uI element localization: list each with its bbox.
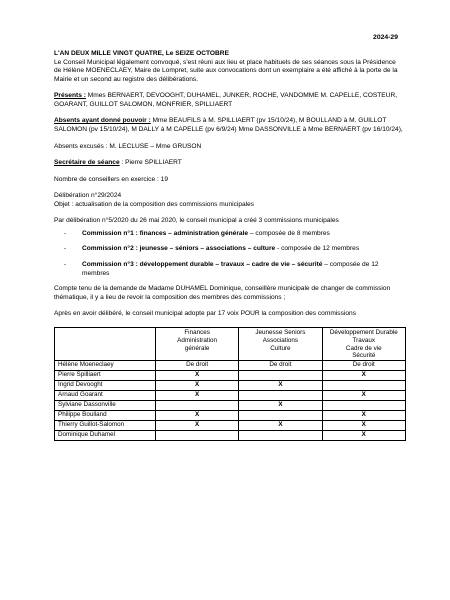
commissions-list xyxy=(54,230,404,278)
list-item xyxy=(54,230,404,239)
document-reference: 2024-29 xyxy=(373,34,398,41)
membership-cell: X xyxy=(322,411,405,421)
table-body xyxy=(55,361,406,441)
member-name-cell: Sylviane Dassonville xyxy=(55,401,156,411)
commission-rest: – composée de 8 membres xyxy=(248,229,330,237)
membership-cell: X xyxy=(239,421,322,431)
table-header-cell: Jeunesse Seniors Associations Culture xyxy=(239,327,322,360)
membership-cell: X xyxy=(322,421,405,431)
membership-cell xyxy=(155,431,238,441)
secretaire-paragraph xyxy=(54,159,404,168)
list-item xyxy=(54,245,404,254)
table-header-cell xyxy=(55,327,156,360)
header-line: L'AN DEUX MILLE VINGT QUATRE, Le SEIZE OCTOBRE xyxy=(54,50,229,57)
membership-cell: X xyxy=(239,381,322,391)
member-name-cell: Pierre Spilliaert xyxy=(55,371,156,381)
table-header-cell: Finances Administration générale xyxy=(155,327,238,360)
member-name-cell: Arnaud Goarant xyxy=(55,391,156,401)
table-row xyxy=(55,431,406,441)
par-deliberation-paragraph: Par délibération n°5/2020 du 26 mai 2020, le conseil municipal a créé 3 commissions municipales xyxy=(54,217,339,225)
commission-rest: – composée de 12 membres xyxy=(82,261,379,277)
membership-cell: X xyxy=(322,431,405,441)
conseillers-paragraph: Nombre de conseillers en exercice : 19 xyxy=(54,175,168,183)
compte-tenu-paragraph: Compte tenu de la demande de Madame DUHAMEL Dominique, conseillère municipale de changer de commission thématique, il y a lieu de revoir la composition des membres des commissions ; xyxy=(54,285,391,301)
membership-cell: X xyxy=(322,391,405,401)
membership-cell: X xyxy=(155,391,238,401)
presents-label: Présents : xyxy=(54,92,86,100)
membership-cell: X xyxy=(155,421,238,431)
table-row xyxy=(55,401,406,411)
list-dash: - xyxy=(64,245,67,253)
commissions-table xyxy=(54,327,406,441)
membership-cell xyxy=(322,401,405,411)
table-row xyxy=(55,411,406,421)
presents-text: Mmes BERNAERT, DEVOOGHT, DUHAMEL, JUNKER, ROCHE, VANDOMME M. CAPELLE, COSTEUR, GOARANT, GUILLOT SALOMON, MONFRIER, SPILLIAERT xyxy=(54,92,398,108)
membership-cell: De droit xyxy=(322,361,405,371)
member-name-cell: Thierry Guillot-Salomon xyxy=(55,421,156,431)
document-body xyxy=(54,34,404,441)
member-name-cell: Hélène Moeneclaey xyxy=(55,361,156,371)
membership-cell: X xyxy=(155,411,238,421)
table-row xyxy=(55,361,406,371)
deliberation-number: Délibération n°29/2024 xyxy=(54,192,122,200)
commission-title: Commission n°2 : jeunesse – séniors – associations – culture xyxy=(82,245,276,253)
apres-avis-paragraph: Après en avoir délibéré, le conseil municipal adopte par 17 voix POUR la composition des commissions xyxy=(54,310,356,318)
membership-cell xyxy=(239,411,322,421)
member-name-cell: Ingrid Devooght xyxy=(55,381,156,391)
list-item xyxy=(54,261,404,278)
member-name-cell: Dominique Duhamel xyxy=(55,431,156,441)
secretaire-text: : Pierre SPILLIAERT xyxy=(119,159,182,167)
table-header-row xyxy=(55,327,406,360)
list-dash: - xyxy=(64,261,67,268)
membership-cell: X xyxy=(155,381,238,391)
table-header-cell: Développement Durable Travaux Cadre de vie Sécurité xyxy=(322,327,405,360)
pouvoir-label: Absents ayant donné pouvoir : xyxy=(54,117,151,125)
commission-title: Commission n°3 : développement durable – travaux – cadre de vie – sécurité xyxy=(82,261,323,268)
pouvoir-paragraph xyxy=(54,117,404,134)
table-row xyxy=(55,421,406,431)
pouvoir-text: Mme BEAUFILS à M. SPILLIAERT (pv 15/10/24), M BOULLAND à M. GUILLOT SALOMON (pv 15/10/24), M DALLY à M CAPELLE (pv 6/9/24) Mme DASSONVILLE à Mme BERNAERT (pv 16/10/24), xyxy=(54,117,403,133)
membership-cell xyxy=(239,431,322,441)
excuses-paragraph: Absents excusés : M. LECLUSE – Mme GRUSON xyxy=(54,142,202,150)
membership-cell: De droit xyxy=(155,361,238,371)
membership-cell xyxy=(239,391,322,401)
membership-cell xyxy=(155,401,238,411)
objet-paragraph: Objet : actualisation de la composition des commissions municipales xyxy=(54,200,255,208)
membership-cell: De droit xyxy=(239,361,322,371)
commission-rest: - composée de 12 membres xyxy=(275,245,360,253)
membership-cell xyxy=(239,371,322,381)
table-row xyxy=(55,381,406,391)
member-name-cell: Philippe Boulland xyxy=(55,411,156,421)
membership-cell xyxy=(322,381,405,391)
membership-cell: X xyxy=(239,401,322,411)
membership-cell: X xyxy=(155,371,238,381)
table-row xyxy=(55,371,406,381)
membership-cell: X xyxy=(322,371,405,381)
table-row xyxy=(55,391,406,401)
presents-paragraph xyxy=(54,92,404,109)
list-dash: - xyxy=(64,229,67,237)
commission-title: Commission n°1 : finances – administration générale xyxy=(82,229,249,237)
secretaire-label: Secrétaire de séance xyxy=(54,159,120,167)
intro-paragraph: Le Conseil Municipal légalement convoqué, s'est réuni aux lieu et place habituels de ses séances sous la Présidence de Hélène MOENECLAEY, Maire de Lompret, suite aux convocations dont un exemplaire a été affiché à la porte de la Mairie et un second au registre des délibérations. xyxy=(54,58,398,83)
